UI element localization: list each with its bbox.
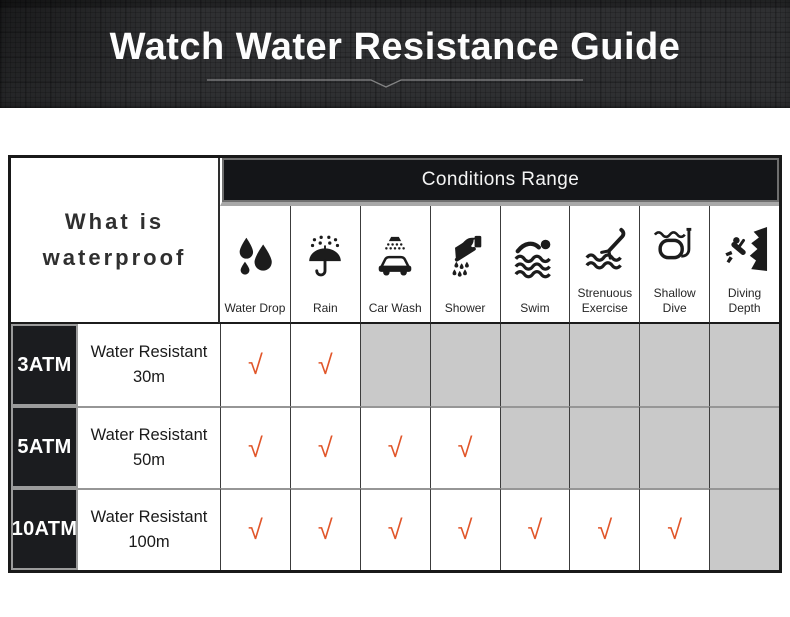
cell-3atm-rain (290, 324, 360, 406)
column-label: Diving Depth (727, 286, 762, 315)
check-mark: √ (317, 514, 333, 545)
column-header-shallow-dive (639, 206, 709, 324)
column-header-strenuous-exercise (569, 206, 639, 324)
description-line1: Water Resistant (90, 508, 208, 527)
cell-5atm-water-drop (220, 406, 290, 488)
column-header-rain (290, 206, 360, 324)
atm-label-5atm: 5ATM (11, 406, 78, 488)
water-resistance-table (8, 155, 782, 573)
cell-3atm-car-wash (360, 324, 430, 406)
corner-cell (11, 158, 220, 324)
cell-3atm-shallow-dive (639, 324, 709, 406)
column-header-water-drop (220, 206, 290, 324)
description-line2: 50m (132, 451, 166, 469)
description-line2: 100m (128, 533, 170, 551)
cell-3atm-shower (430, 324, 500, 406)
check-mark: √ (248, 432, 263, 463)
cell-10atm-diving-depth (709, 488, 779, 570)
column-header-car-wash (360, 206, 430, 324)
cell-3atm-diving-depth (709, 324, 779, 406)
corner-line1: What is (64, 208, 165, 234)
check-mark: √ (597, 514, 613, 545)
column-header-diving-depth (709, 206, 779, 324)
check-mark: √ (387, 432, 403, 463)
description-line1: Water Resistant (90, 343, 208, 362)
atm-label-3atm: 3ATM (11, 324, 78, 406)
cell-10atm-rain (290, 488, 360, 570)
cell-5atm-diving-depth (709, 406, 779, 488)
check-mark: √ (317, 432, 333, 463)
column-label: Shallow Dive (653, 286, 696, 315)
cell-10atm-strenuous-exercise (569, 488, 639, 570)
diving-depth-icon (722, 206, 768, 286)
check-mark: √ (387, 514, 403, 545)
cell-3atm-water-drop (220, 324, 290, 406)
water-drop-icon (232, 206, 278, 301)
cell-10atm-water-drop (220, 488, 290, 570)
cell-10atm-shower (430, 488, 500, 570)
description-3atm (78, 324, 220, 406)
page-title: Watch Water Resistance Guide (109, 26, 681, 68)
description-line1: Water Resistant (90, 426, 208, 445)
check-mark: √ (317, 349, 333, 380)
column-header-shower (430, 206, 500, 324)
check-mark: √ (457, 514, 473, 545)
column-label: Strenuous Exercise (577, 286, 633, 315)
cell-10atm-shallow-dive (639, 488, 709, 570)
conditions-range-header: Conditions Range (220, 158, 779, 206)
column-header-swim (500, 206, 570, 324)
car-wash-icon (372, 206, 418, 301)
cell-10atm-car-wash (360, 488, 430, 570)
cell-3atm-strenuous-exercise (569, 324, 639, 406)
cell-3atm-swim (500, 324, 570, 406)
shallow-dive-icon (652, 206, 698, 286)
cell-5atm-strenuous-exercise (569, 406, 639, 488)
check-mark: √ (248, 349, 263, 380)
atm-label-10atm: 10ATM (11, 488, 78, 570)
title-divider (205, 76, 585, 90)
column-label: Water Drop (224, 300, 286, 315)
cell-5atm-shower (430, 406, 500, 488)
column-label: Rain (312, 300, 338, 315)
strenuous-exercise-icon (582, 206, 628, 286)
check-mark: √ (667, 514, 683, 545)
description-10atm (78, 488, 220, 570)
column-label: Shower (444, 300, 486, 315)
cell-10atm-swim (500, 488, 570, 570)
swim-icon (512, 206, 558, 301)
rain-icon (302, 206, 348, 301)
cell-5atm-shallow-dive (639, 406, 709, 488)
check-mark: √ (527, 514, 543, 545)
description-line2: 30m (132, 368, 166, 386)
cell-5atm-swim (500, 406, 570, 488)
check-mark: √ (248, 514, 263, 545)
banner (0, 0, 790, 108)
column-label: Swim (520, 300, 550, 315)
description-5atm (78, 406, 220, 488)
check-mark: √ (457, 432, 473, 463)
shower-icon (442, 206, 488, 301)
corner-line2: waterproof (42, 245, 187, 270)
cell-5atm-rain (290, 406, 360, 488)
column-label: Car Wash (368, 300, 422, 315)
cell-5atm-car-wash (360, 406, 430, 488)
